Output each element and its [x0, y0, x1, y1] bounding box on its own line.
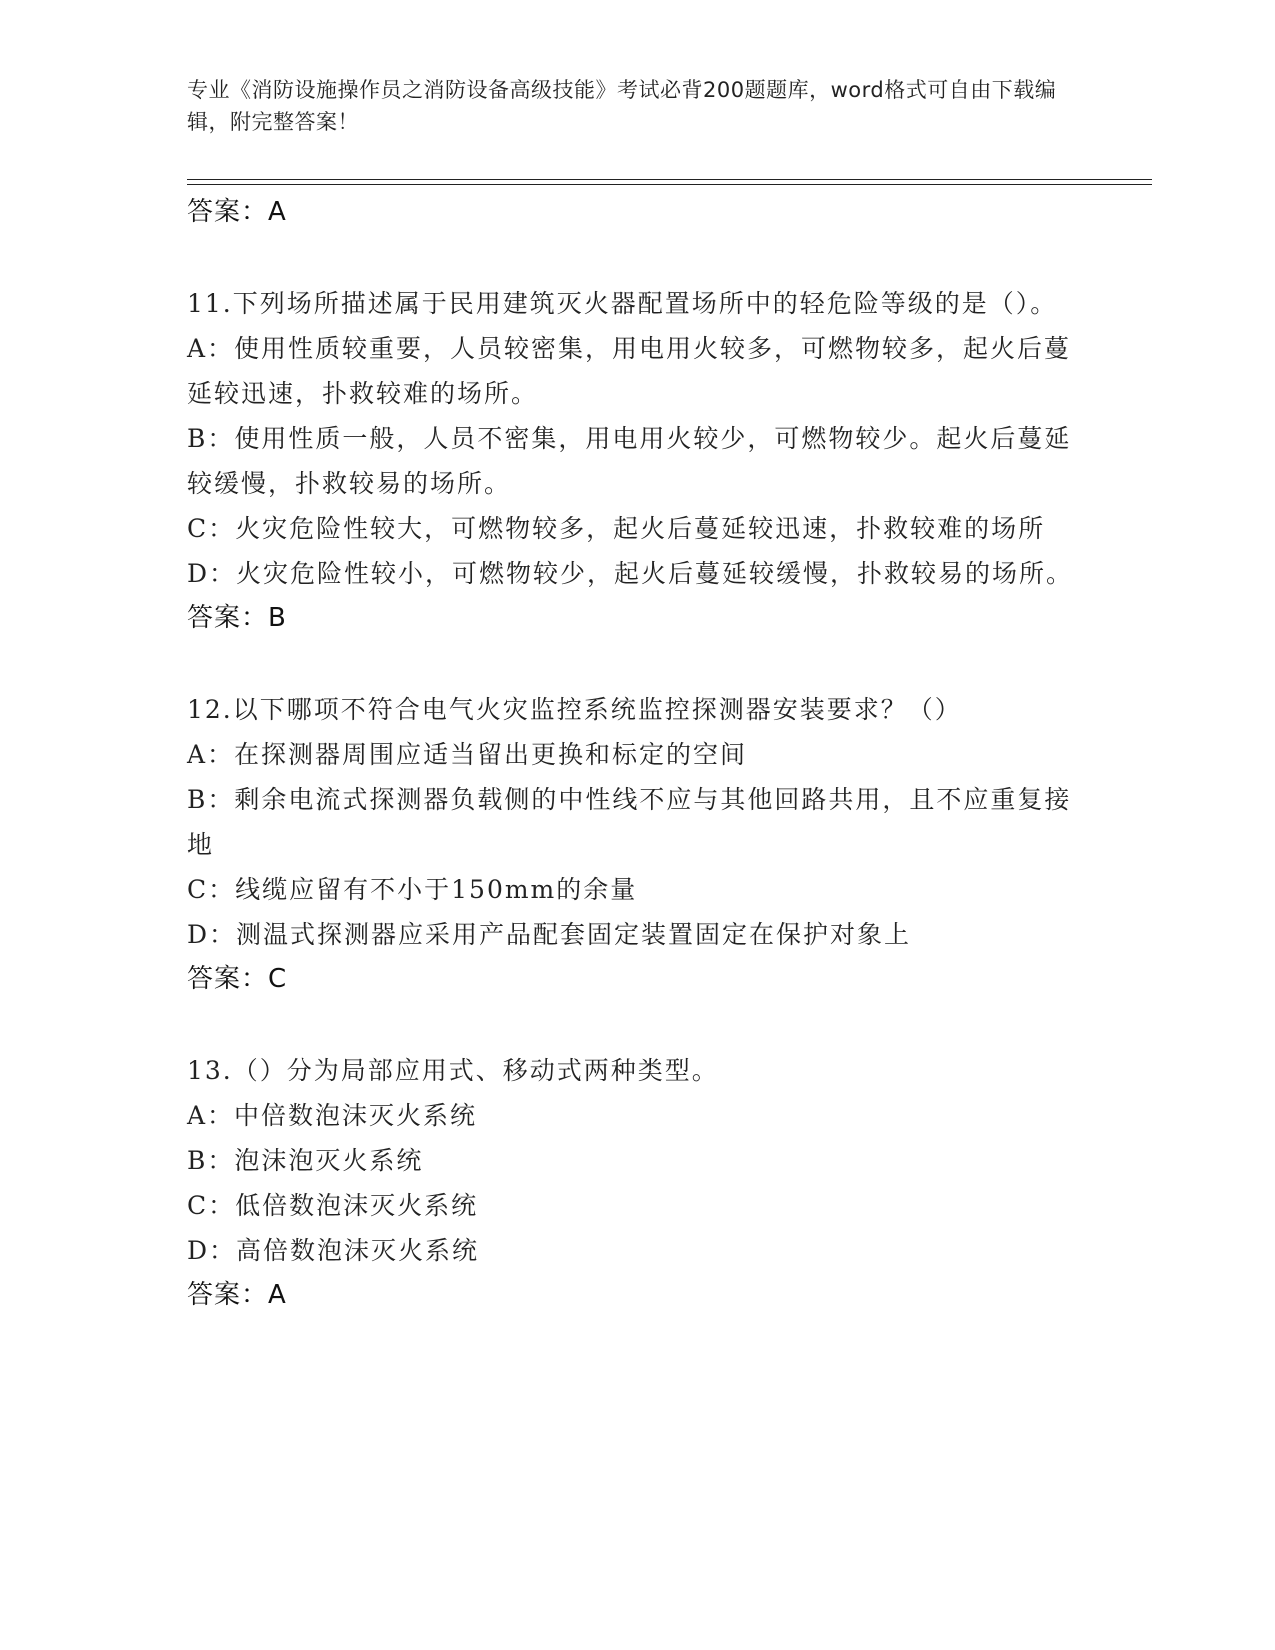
question-stem: 13.（）分为局部应用式、移动式两种类型。 — [187, 1056, 719, 1085]
header-title: 专业《消防设施操作员之消防设备高级技能》考试必背200题题库，word格式可自由下载编辑，附完整答案！ — [187, 78, 1057, 134]
option-a: A：在探测器周围应适当留出更换和标定的空间 — [187, 740, 748, 769]
option-d: D：火灾危险性较小，可燃物较少，起火后蔓延较缓慢，扑救较易的场所。 — [187, 559, 1074, 588]
header-rule-top — [187, 179, 1152, 180]
question-answer: 答案：B — [187, 603, 287, 633]
document-header — [187, 74, 1077, 138]
option-b: B：使用性质一般，人员不密集，用电用火较少，可燃物较少。起火后蔓延较缓慢，扑救较易的场所。 — [187, 424, 1072, 498]
option-b: B：剩余电流式探测器负载侧的中性线不应与其他回路共用，且不应重复接地 — [187, 785, 1072, 859]
question-block-11 — [187, 281, 1077, 641]
question-stem: 12.以下哪项不符合电气火灾监控系统监控探测器安装要求？（） — [187, 695, 962, 724]
question-answer: 答案：C — [187, 964, 288, 994]
option-a: A：中倍数泡沫灭火系统 — [187, 1101, 478, 1130]
option-d: D：测温式探测器应采用产品配套固定装置固定在保护对象上 — [187, 920, 912, 949]
option-c: C：火灾危险性较大，可燃物较多，起火后蔓延较迅速，扑救较难的场所 — [187, 514, 1046, 543]
question-stem: 11.下列场所描述属于民用建筑灭火器配置场所中的轻危险等级的是（）。 — [187, 289, 1058, 318]
option-b: B：泡沫泡灭火系统 — [187, 1146, 424, 1175]
question-block-12 — [187, 687, 1077, 1002]
option-c: C：低倍数泡沫灭火系统 — [187, 1191, 479, 1220]
question-answer: 答案：A — [187, 1280, 287, 1310]
previous-answer: 答案：A — [187, 197, 287, 227]
option-a: A：使用性质较重要，人员较密集，用电用火较多，可燃物较多，起火后蔓延较迅速，扑救较难的场所。 — [187, 334, 1072, 408]
option-d: D：高倍数泡沫灭火系统 — [187, 1236, 480, 1265]
document-body — [187, 190, 1077, 1318]
option-c: C：线缆应留有不小于150mm的余量 — [187, 875, 638, 904]
header-rule-bottom — [187, 184, 1152, 185]
question-block-13 — [187, 1048, 1077, 1318]
